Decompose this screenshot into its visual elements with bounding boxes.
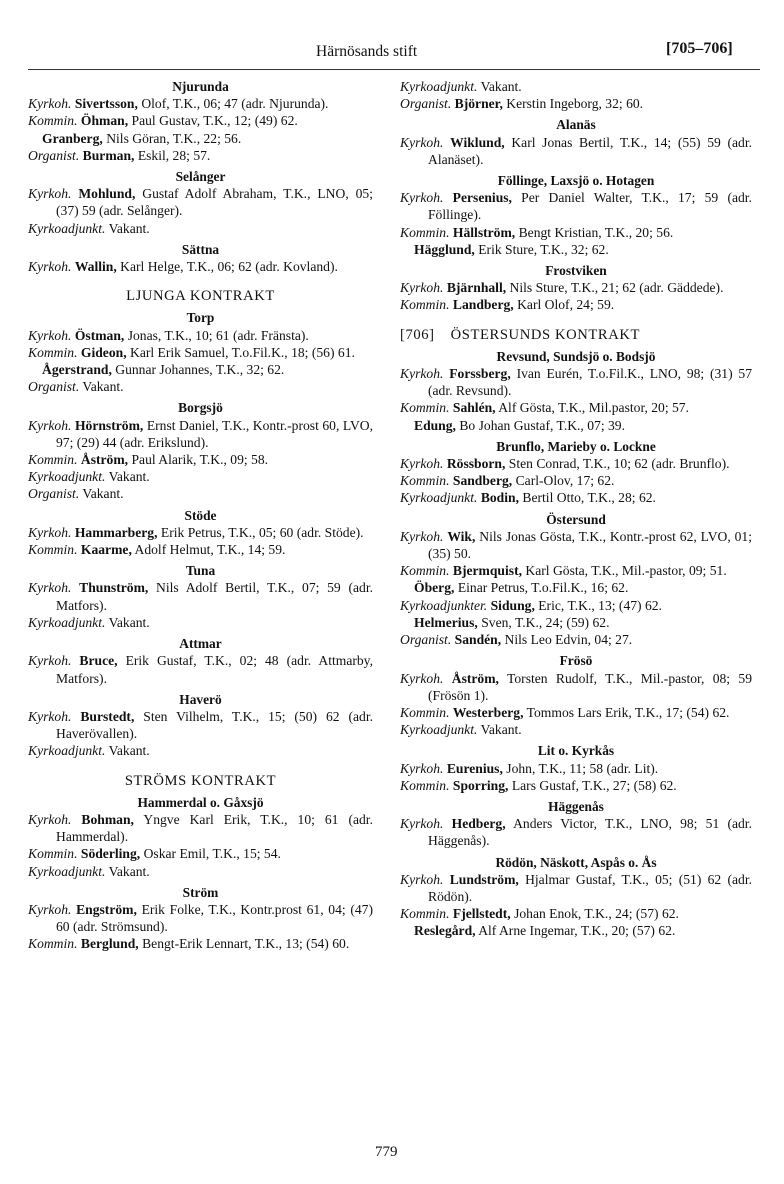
- entry-role: Organist.: [400, 96, 452, 112]
- entry-text: Sten Vilhelm, T.K., 15; (50) 62 (adr. Haverövallen).: [56, 708, 373, 742]
- entry-name: Forssberg,: [449, 366, 511, 382]
- entry-name: Eurenius,: [446, 760, 503, 776]
- entry-role: Kyrkoh.: [400, 670, 444, 686]
- entry-text: Karl Jonas Bertil, T.K., 14; (55) 59 (adr. Alanäset).: [428, 134, 752, 167]
- entry-name: Burman,: [82, 147, 135, 163]
- entry-text: Paul Gustav, T.K., 12; (49) 62.: [131, 113, 298, 129]
- entry-role: Kyrkoh.: [28, 580, 72, 596]
- entry-name: Thunström,: [79, 580, 149, 596]
- parish-heading: Föllinge, Laxsjö o. Hotagen: [497, 173, 655, 189]
- clergy-entry: [28, 220, 373, 237]
- entry-role: Kyrkoh.: [28, 327, 72, 343]
- entry-text: Gunnar Johannes, T.K., 32; 62.: [115, 362, 285, 378]
- clergy-entry: [400, 670, 752, 704]
- entry-text: Carl-Olov, 17; 62.: [515, 473, 615, 489]
- entry-text: Torsten Rudolf, T.K., Mil.-pastor, 08; 59 (Frösön 1).: [428, 670, 752, 703]
- clergy-entry: [28, 327, 373, 344]
- kontrakt-heading: [28, 773, 373, 790]
- entry-role: Organist.: [400, 632, 452, 648]
- kontrakt-title: LJUNGA KONTRAKT: [126, 288, 275, 305]
- entry-name: Hedberg,: [451, 816, 506, 832]
- entry-role: Kyrkoh.: [28, 901, 72, 917]
- entry-role: Kyrkoh.: [400, 456, 444, 472]
- entry-role: Kommin.: [28, 344, 78, 360]
- entry-name: Sahlén,: [452, 400, 496, 416]
- entry-name: Söderling,: [80, 846, 141, 862]
- entry-name: Bohman,: [81, 811, 134, 827]
- clergy-entry: [400, 614, 752, 631]
- entry-text: Karl Erik Samuel, T.o.Fil.K., 18; (56) 61.: [130, 344, 355, 360]
- entry-text: Nils Adolf Bertil, T.K., 07; 59 (adr. Matfors).: [56, 580, 374, 613]
- entry-role: Kyrkoh.: [28, 259, 72, 275]
- entry-name: Bodin,: [480, 490, 519, 506]
- parish-heading: Sättna: [181, 241, 220, 257]
- entry-role: Kyrkoh.: [28, 417, 72, 433]
- clergy-entry: [28, 579, 373, 613]
- entry-text: Bengt Kristian, T.K., 20; 56.: [518, 224, 674, 240]
- clergy-entry: [28, 130, 373, 147]
- entry-role: Kyrkoh.: [28, 653, 72, 669]
- entry-role: Kyrkoadjunkt.: [400, 79, 478, 94]
- entry-role: Organist.: [28, 147, 80, 163]
- entry-text: Alf Gösta, T.K., Mil.pastor, 20; 57.: [498, 400, 689, 416]
- parish-heading: Njurunda: [172, 79, 229, 94]
- entry-name: Bruce,: [79, 653, 118, 669]
- parish-heading: Rödön, Näskott, Aspås o. Ås: [495, 854, 657, 870]
- entry-role: Kyrkoh.: [400, 190, 444, 206]
- entry-role: Kommin.: [400, 777, 450, 793]
- entry-role: Kyrkoh.: [400, 366, 444, 382]
- entry-role: Organist.: [28, 379, 80, 395]
- clergy-entry: [28, 652, 373, 686]
- clergy-entry: [400, 528, 752, 562]
- clergy-entry: [400, 241, 752, 258]
- entry-name: Öhman,: [80, 113, 129, 129]
- entry-role: Kyrkoh.: [400, 760, 444, 776]
- entry-text: Eric, T.K., 13; (47) 62.: [538, 597, 662, 613]
- parish-heading: Frostviken: [545, 263, 607, 279]
- entry-name: Wallin,: [74, 259, 117, 275]
- entry-text: Vakant.: [82, 486, 124, 502]
- entry-name: Sandberg,: [452, 473, 513, 489]
- entry-text: Olof, T.K., 06; 47 (adr. Njurunda).: [141, 96, 329, 112]
- clergy-entry: [28, 742, 373, 759]
- entry-name: Sandén,: [454, 632, 502, 648]
- entry-text: Johan Enok, T.K., 24; (57) 62.: [514, 906, 679, 922]
- entry-role: Kyrkoadjunkt.: [28, 614, 106, 630]
- parish-heading: Attmar: [179, 636, 222, 652]
- clergy-entry: [400, 704, 752, 721]
- entry-text: Erik Folke, T.K., Kontr.prost 61, 04; (47) 60 (adr. Strömsund).: [56, 901, 373, 935]
- entry-role: Kyrkoh.: [400, 134, 444, 150]
- clergy-entry: [400, 78, 752, 95]
- entry-name: Öberg,: [414, 580, 455, 596]
- entry-text: Paul Alarik, T.K., 09; 58.: [131, 452, 269, 468]
- entry-role: Kommin.: [400, 400, 450, 416]
- clergy-entry: [28, 708, 373, 742]
- entry-role: Kommin.: [28, 846, 78, 862]
- entry-name: Fjellstedt,: [452, 906, 511, 922]
- parish-heading: Haverö: [179, 691, 222, 707]
- entry-role: Kyrkoadjunkt.: [28, 743, 106, 759]
- clergy-entry: [28, 485, 373, 502]
- kontrakt-title: STRÖMS KONTRAKT: [124, 772, 277, 789]
- entry-role: Kyrkoh.: [400, 528, 444, 544]
- clergy-entry: [28, 811, 373, 845]
- entry-text: Jonas, T.K., 10; 61 (adr. Fränsta).: [127, 327, 309, 343]
- clergy-entry: [28, 361, 373, 378]
- kontrakt-heading: [400, 327, 752, 344]
- entry-text: Per Daniel Walter, T.K., 17; 59 (adr. Föllinge).: [428, 190, 752, 223]
- entry-role: Kyrkoh.: [28, 708, 72, 724]
- clergy-entry: [400, 417, 752, 434]
- entry-name: Rössborn,: [446, 456, 506, 472]
- entry-text: Nils Jonas Gösta, T.K., Kontr.-prost 62, LVO, 01; (35) 50.: [428, 528, 753, 562]
- clergy-entry: [28, 147, 373, 164]
- clergy-entry: [28, 185, 373, 219]
- kontrakt-number: [706]: [400, 326, 435, 343]
- entry-text: Yngve Karl Erik, T.K., 10; 61 (adr. Hammerdal).: [56, 811, 373, 845]
- entry-role: Kommin.: [400, 297, 450, 313]
- left-column: [28, 78, 373, 953]
- clergy-entry: [400, 399, 752, 416]
- entry-name: Engström,: [76, 901, 137, 917]
- clergy-entry: [28, 541, 373, 558]
- entry-role: Kyrkoh.: [28, 811, 72, 827]
- entry-text: Karl Olof, 24; 59.: [517, 297, 615, 313]
- entry-text: Tommos Lars Erik, T.K., 17; (54) 62.: [526, 704, 730, 720]
- entry-text: Erik Petrus, T.K., 05; 60 (adr. Stöde).: [160, 524, 364, 540]
- entry-role: Kommin.: [28, 452, 78, 468]
- parish-heading: Lit o. Kyrkås: [537, 743, 615, 759]
- parish-heading: Tuna: [185, 563, 216, 579]
- entry-text: Alf Arne Ingemar, T.K., 20; (57) 62.: [478, 923, 676, 939]
- parish-heading: Frösö: [559, 653, 593, 669]
- entry-role: Kyrkoh.: [400, 871, 444, 887]
- clergy-entry: [28, 468, 373, 485]
- parish-heading: Borgsjö: [178, 400, 223, 416]
- clergy-entry: [400, 579, 752, 596]
- entry-name: Sivertsson,: [74, 96, 138, 112]
- parish-heading: Stöde: [184, 507, 217, 523]
- parish-heading: Torp: [186, 310, 215, 326]
- entry-text: Kerstin Ingeborg, 32; 60.: [506, 96, 644, 112]
- clergy-entry: [28, 935, 373, 952]
- entry-name: Reslegård,: [414, 923, 476, 939]
- entry-text: John, T.K., 11; 58 (adr. Lit).: [506, 760, 659, 776]
- entry-role: Kyrkoh.: [400, 280, 444, 296]
- entry-name: Bjärnhall,: [446, 280, 507, 296]
- entry-text: Anders Victor, T.K., LNO, 98; 51 (adr. Häggenås).: [428, 816, 752, 849]
- entry-text: Erik Sture, T.K., 32; 62.: [478, 241, 609, 257]
- kontrakt-title: ÖSTERSUNDS KONTRAKT: [450, 326, 641, 343]
- clergy-entry: [400, 760, 752, 777]
- entry-name: Hammarberg,: [74, 524, 158, 540]
- entry-name: Åström,: [451, 670, 499, 686]
- entry-name: Sporring,: [452, 777, 509, 793]
- entry-text: Erik Gustaf, T.K., 02; 48 (adr. Attmarby, Matfors).: [56, 653, 373, 686]
- entry-name: Mohlund,: [78, 186, 136, 202]
- entry-text: Nils Sture, T.K., 21; 62 (adr. Gäddede).: [509, 280, 724, 296]
- clergy-entry: [400, 455, 752, 472]
- entry-text: Bo Johan Gustaf, T.K., 07; 39.: [459, 417, 625, 433]
- entry-name: Kaarme,: [80, 542, 132, 558]
- entry-role: Kommin.: [28, 113, 78, 129]
- page-number: 779: [375, 1144, 398, 1160]
- clergy-entry: [28, 112, 373, 129]
- parish-heading: Ström: [182, 884, 219, 900]
- clergy-entry: [400, 134, 752, 168]
- entry-text: Eskil, 28; 57.: [137, 147, 211, 163]
- entry-name: Berglund,: [80, 936, 139, 952]
- clergy-entry: [28, 378, 373, 395]
- entry-role: Kyrkoadjunkt.: [400, 490, 478, 506]
- clergy-entry: [28, 258, 373, 275]
- clergy-entry: [28, 344, 373, 361]
- entry-role: Kyrkoh.: [400, 816, 444, 832]
- clergy-entry: [28, 614, 373, 631]
- clergy-entry: [28, 95, 373, 112]
- entry-name: Granberg,: [42, 130, 103, 146]
- entry-name: Landberg,: [452, 297, 514, 313]
- entry-name: Wik,: [447, 528, 476, 544]
- clergy-entry: [400, 871, 752, 905]
- entry-text: Gustaf Adolf Abraham, T.K., LNO, 05; (37) 59 (adr. Selånger).: [56, 186, 373, 219]
- entry-text: Sten Conrad, T.K., 10; 62 (adr. Brunflo).: [508, 456, 730, 472]
- parish-heading: Selånger: [175, 169, 226, 185]
- entry-name: Lundström,: [449, 871, 519, 887]
- clergy-entry: [400, 365, 752, 399]
- entry-text: Lars Gustaf, T.K., 27; (58) 62.: [511, 777, 677, 793]
- clergy-entry: [28, 524, 373, 541]
- clergy-entry: [400, 721, 752, 738]
- entry-role: Kyrkoadjunkt.: [28, 220, 106, 236]
- entry-text: Bengt-Erik Lennart, T.K., 13; (54) 60.: [142, 936, 350, 952]
- entry-text: Nils Göran, T.K., 22; 56.: [106, 130, 242, 146]
- clergy-entry: [400, 472, 752, 489]
- entry-name: Sidung,: [490, 597, 535, 613]
- entry-name: Ågerstrand,: [42, 362, 112, 378]
- entry-text: Vakant.: [82, 379, 124, 395]
- entry-name: Helmerius,: [414, 614, 478, 630]
- entry-text: Bertil Otto, T.K., 28; 62.: [522, 490, 656, 506]
- entry-name: Persenius,: [452, 190, 512, 206]
- clergy-entry: [400, 815, 752, 849]
- clergy-entry: [400, 922, 752, 939]
- entry-name: Hörnström,: [74, 417, 144, 433]
- entry-name: Edung,: [414, 417, 456, 433]
- clergy-entry: [400, 631, 752, 648]
- parish-heading: Revsund, Sundsjö o. Bodsjö: [496, 348, 656, 364]
- entry-role: Kommin.: [400, 473, 450, 489]
- entry-text: Ivan Eurén, T.o.Fil.K., LNO, 98; (31) 57 (adr. Revsund).: [428, 366, 752, 399]
- entry-role: Kyrkoh.: [28, 524, 72, 540]
- entry-role: Kyrkoadjunkt.: [28, 469, 106, 485]
- entry-role: Kyrkoadjunkt.: [28, 863, 106, 879]
- entry-name: Hägglund,: [414, 241, 475, 257]
- clergy-entry: [28, 451, 373, 468]
- entry-name: Östman,: [74, 327, 125, 343]
- page-title: Härnösands stift: [316, 43, 418, 60]
- entry-text: Vakant.: [108, 614, 150, 630]
- clergy-entry: [400, 224, 752, 241]
- entry-text: Vakant.: [480, 79, 522, 94]
- entry-role: Kommin.: [400, 224, 450, 240]
- entry-text: Karl Helge, T.K., 06; 62 (adr. Kovland).: [120, 259, 338, 275]
- entry-role: Organist.: [28, 486, 80, 502]
- clergy-entry: [400, 905, 752, 922]
- right-column: [400, 78, 752, 940]
- entry-name: Westerberg,: [452, 704, 524, 720]
- entry-role: Kyrkoadjunkt.: [400, 722, 478, 738]
- entry-text: Adolf Helmut, T.K., 14; 59.: [134, 542, 286, 558]
- entry-text: Vakant.: [480, 722, 522, 738]
- entry-text: Karl Gösta, T.K., Mil.-pastor, 09; 51.: [525, 563, 727, 579]
- entry-role: Kommin.: [400, 906, 450, 922]
- entry-text: Ernst Daniel, T.K., Kontr.-prost 60, LVO, 97; (29) 44 (adr. Erikslund).: [56, 417, 373, 450]
- entry-name: Björner,: [454, 96, 503, 112]
- entry-text: Sven, T.K., 24; (59) 62.: [481, 614, 610, 630]
- header-rule: [28, 69, 760, 70]
- entry-text: Vakant.: [108, 220, 150, 236]
- entry-name: Wiklund,: [450, 134, 505, 150]
- clergy-entry: [400, 777, 752, 794]
- entry-text: Nils Leo Edvin, 04; 27.: [504, 632, 633, 648]
- entry-name: Bjermquist,: [452, 563, 522, 579]
- clergy-entry: [28, 845, 373, 862]
- entry-name: Gideon,: [80, 344, 127, 360]
- entry-role: Kommin.: [400, 563, 450, 579]
- entry-name: Åström,: [80, 452, 129, 468]
- parish-heading: Hammerdal o. Gåxsjö: [137, 794, 264, 810]
- clergy-entry: [28, 901, 373, 935]
- parish-heading: Östersund: [546, 511, 606, 527]
- clergy-entry: [400, 279, 752, 296]
- entry-role: Kommin.: [28, 542, 78, 558]
- clergy-entry: [400, 562, 752, 579]
- entry-text: Hjalmar Gustaf, T.K., 05; (51) 62 (adr. Rödön).: [428, 871, 752, 904]
- entry-role: Kyrkoh.: [28, 96, 72, 112]
- clergy-entry: [400, 597, 752, 614]
- parish-heading: Alanäs: [556, 117, 596, 133]
- entry-role: Kommin.: [28, 936, 78, 952]
- entry-name: Hällström,: [452, 224, 516, 240]
- kontrakt-heading: [28, 288, 373, 305]
- page-range: [705–706]: [666, 40, 733, 57]
- clergy-entry: [28, 863, 373, 880]
- entry-text: Vakant.: [108, 469, 150, 485]
- clergy-entry: [400, 95, 752, 112]
- clergy-entry: [400, 489, 752, 506]
- entry-name: Burstedt,: [80, 708, 135, 724]
- parish-heading: Häggenås: [548, 798, 604, 814]
- entry-text: Einar Petrus, T.o.Fil.K., 16; 62.: [457, 580, 629, 596]
- entry-text: Vakant.: [108, 863, 150, 879]
- parish-heading: Brunflo, Marieby o. Lockne: [496, 438, 656, 454]
- entry-text: Oskar Emil, T.K., 15; 54.: [143, 846, 281, 862]
- clergy-entry: [400, 189, 752, 223]
- clergy-entry: [400, 296, 752, 313]
- entry-role: Kommin.: [400, 704, 450, 720]
- entry-text: Vakant.: [108, 743, 150, 759]
- entry-role: Kyrkoadjunkter.: [400, 597, 488, 613]
- entry-role: Kyrkoh.: [28, 186, 72, 202]
- clergy-entry: [28, 417, 373, 451]
